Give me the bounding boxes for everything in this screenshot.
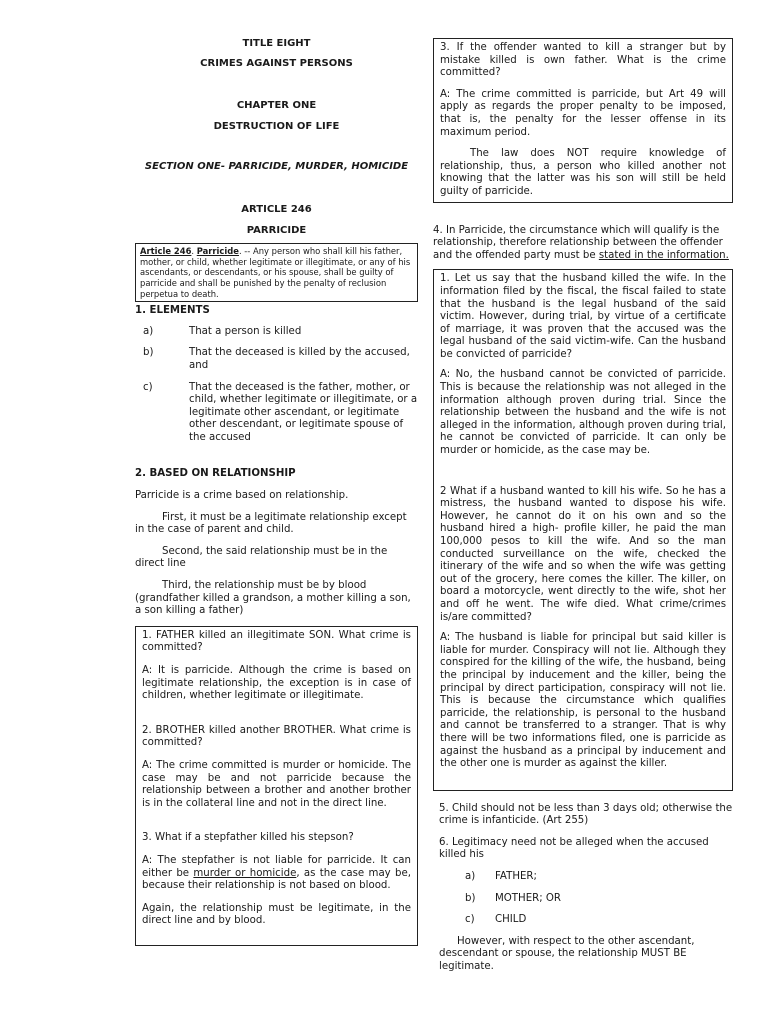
question-husband-1: 1. Let us say that the husband killed the wife. In the information filed by the fiscal, the fiscal failed to state that the husband is the legal husband of the said victim. However, during trial, by virtue of a certificate of marriage, it was proven that the accused was the legal husband of the said victim-wife. Can the husband be convicted of parricide? (440, 273, 726, 360)
relationship-second: Second, the said relationship must be in the direct line (135, 545, 388, 570)
elements-list (135, 326, 418, 445)
paragraph-6: 6. Legitimacy need not be alleged when the accused killed his (439, 836, 709, 861)
legitimacy-list (433, 871, 733, 927)
answer-3-right: A: The crime committed is parricide, but Art 49 will apply as regards the proper penalty to be imposed, that is, the penalty for the lesser offense in its maximum period. (440, 88, 726, 138)
list-letter: c) (465, 914, 475, 926)
crimes-against-persons-heading: CRIMES AGAINST PERSONS (200, 57, 353, 69)
article-heading: ARTICLE 246 (241, 203, 312, 215)
section-heading: SECTION ONE- PARRICIDE, MURDER, HOMICIDE (144, 161, 409, 173)
article-body: . -- Any person who shall kill his father, mother, or child, whether legitimate or illegitimate, or any of his ascendants, or descendants, or his spouse, shall be guilty of parricide and shall be punished by the penalty of reclusion perpetua to death. (140, 246, 411, 299)
list-text: That the deceased is killed by the accused, and (189, 347, 410, 371)
question-3-right: 3. If the offender wanted to kill a stranger but by mistake killed is own father. What is the crime committed? (440, 42, 726, 79)
question-husband-2: 2 What if a husband wanted to kill his wife. So he has a mistress, the husband wanted to dispose his wife. However, he cannot do it on his own and so the husband hired a high- profile killer, he paid the man 100,000 pesos to kill the wife. And so the man conducted surveillance on the wife, checked the itinerary of the wife and so when the wife was getting out of the grocery, here comes the killer. The killer, on board a motorcycle, went directly to the wife, shot her and off he went. The wife died. What crime/crimes is/are committed? (440, 485, 726, 623)
answer-3-part: , as the case may be, because their relationship is not based on blood. (142, 867, 411, 892)
relationship-third: Third, the relationship must be by blood (grandfather killed a grandson, a mother killing a son, a son killing a father) (135, 580, 411, 617)
list-text: That the deceased is the father, mother, or child, whether legitimate or illegitimate, or a legitimate other ascendant, or legitimate other descendant, or legitimate spouse of the accused (189, 381, 418, 443)
question-1: 1. FATHER killed an illegitimate SON. What crime is committed? (142, 629, 411, 654)
paragraph-7: However, with respect to the other ascendant, descendant or spouse, the relationship MUST BE legitimate. (439, 935, 695, 973)
answer-husband-1: A: No, the husband cannot be convicted of parricide. This is because the relationship was not alleged in the information although proven during trial. Since the relationship between the husband and the wife is not alleged in the information, although proven during trial, he cannot be convicted of parricide. It can only be murder or homicide, as the case may be. (440, 369, 726, 457)
destruction-of-life-heading: DESTRUCTION OF LIFE (213, 120, 340, 132)
article-title: Parricide (196, 246, 239, 257)
law-note: The law does NOT require knowledge of relationship, thus, a person who killed another not knowing that the latter was his son will still be held guilty of parricide. (440, 148, 726, 197)
paragraph-4-underlined: stated in the information. (598, 249, 729, 261)
list-item (135, 326, 418, 339)
title-eight-heading: TITLE EIGHT (242, 38, 311, 49)
answer-husband-2: A: The husband is liable for principal but said killer is liable for murder. Conspiracy will not lie. Although they conspired for the killing of the wife, the husband, being the principal by inducement and the killer, being the principal by direct participation, conspiracy will not lie. This is because the circumstance which qualifies parricide, the relationship, is personal to the husband and cannot be transferred to a stranger. That is why there will be two informations filed, one is parricide as against the husband as a principal by inducement and the other one is murder as against the killer. (440, 632, 726, 770)
paragraph-4-text: 4. In Parricide, the circumstance which will qualify is the relationship, therefore relationship between the offender and the offended party must be (433, 224, 723, 261)
answer-2: A: The crime committed is murder or homicide. The case may be and not parricide because the relationship between a brother and another brother is in the collateral line and not in the direct line. (142, 759, 411, 809)
relationship-first: First, it must be a legitimate relationship except in the case of parent and child. (135, 511, 407, 536)
list-item (135, 347, 418, 372)
list-letter: b) (465, 892, 476, 904)
article-label: Article 246 (140, 246, 192, 257)
answer-3-underlined: murder or homicide (193, 867, 297, 879)
list-letter: c) (143, 381, 153, 393)
answer-3-part: A: The stepfather is not liable for parricide. It can either be (142, 854, 411, 879)
paragraph-4 (433, 225, 733, 263)
answer-3-again: Again, the relationship must be legitimate, in the direct line and by blood. (142, 902, 411, 927)
list-letter: a) (465, 871, 476, 883)
list-item (457, 914, 733, 927)
paragraph-5: 5. Child should not be less than 3 days old; otherwise the crime is infanticide. (Art 255) (439, 802, 733, 827)
chapter-heading: CHAPTER ONE (236, 100, 317, 112)
list-item (135, 382, 418, 445)
relationship-intro: Parricide is a crime based on relationship. (135, 490, 349, 502)
question-2: 2. BROTHER killed another BROTHER. What crime is committed? (142, 724, 411, 749)
answer-1: A: It is parricide. Although the crime is based on legitimate relationship, the exception is in case of children, whether legitimate or illegitimate. (142, 665, 411, 702)
list-letter: b) (143, 347, 154, 359)
qa-box-left (135, 626, 418, 946)
list-text: FATHER; (495, 871, 537, 883)
list-text: That a person is killed (189, 325, 302, 337)
parricide-heading: PARRICIDE (246, 224, 307, 236)
qa-box-right-2 (433, 269, 733, 790)
qa-box-right-1 (433, 38, 733, 203)
list-text: MOTHER; OR (495, 892, 561, 904)
list-text: CHILD (495, 914, 527, 926)
answer-3 (142, 855, 411, 893)
list-letter: a) (143, 325, 154, 337)
right-column (433, 38, 733, 974)
article-text-box: Article 246. Parricide. -- Any person who shall kill his father, mother, or child, whether legitimate or illegitimate, or any of his ascendants, or descendants, or his spouse, shall be guilty of parricide and shall be punished by the penalty of reclusion perpetua to death. (135, 243, 418, 302)
list-item (457, 871, 733, 884)
elements-heading: 1. ELEMENTS (135, 305, 210, 317)
left-column (135, 38, 418, 946)
question-3: 3. What if a stepfather killed his stepson? (142, 832, 354, 844)
relationship-heading: 2. BASED ON RELATIONSHIP (135, 468, 296, 480)
list-item (457, 893, 733, 906)
